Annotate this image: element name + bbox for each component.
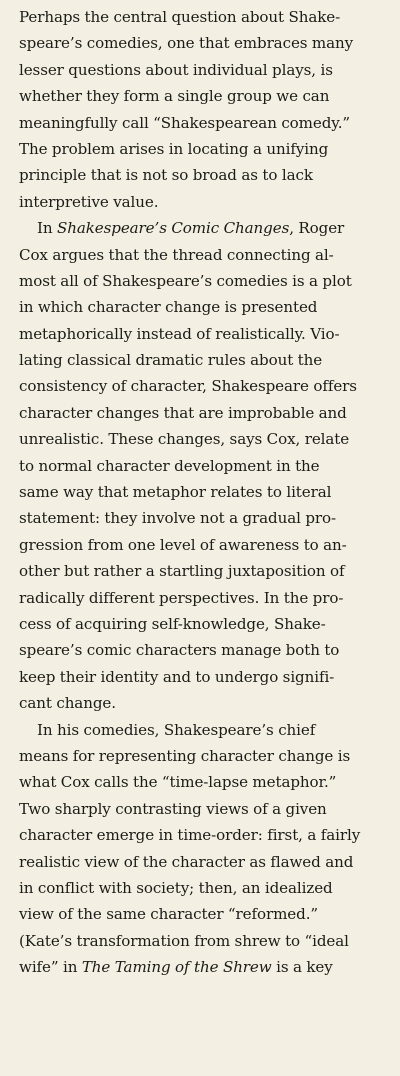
text-line: consistency of character, Shakespeare offers xyxy=(19,377,357,396)
text-line: cant change. xyxy=(19,694,116,713)
text-line: radically different perspectives. In the pro- xyxy=(19,588,344,607)
text-line: speare’s comedies, one that embraces many xyxy=(19,34,354,53)
text-line: gression from one level of awareness to an- xyxy=(19,535,347,554)
book-title: The Taming of the Shrew xyxy=(81,958,272,977)
text-line: what Cox calls the “time-lapse metaphor.” xyxy=(19,773,337,792)
text-line: principle that is not so broad as to lack xyxy=(19,166,313,185)
book-title: Shakespeare’s Comic Changes xyxy=(56,219,290,238)
text-line: character emerge in time-order: first, a fairly xyxy=(19,826,361,845)
text-line: lating classical dramatic rules about the xyxy=(19,351,323,370)
text-line: in conflict with society; then, an idealized xyxy=(19,878,333,897)
text-line: interpretive value. xyxy=(19,192,159,211)
text-fragment: is a key xyxy=(271,958,333,977)
text-line: to normal character development in the xyxy=(19,456,320,475)
text-line: Cox argues that the thread connecting al- xyxy=(19,245,334,264)
paragraph-1 xyxy=(19,4,400,215)
text-line: speare’s comic characters manage both to xyxy=(19,641,340,660)
text-line xyxy=(19,215,400,241)
text-line xyxy=(19,954,400,980)
text-line: view of the same character “reformed.” xyxy=(19,905,319,924)
text-line: cess of acquiring self-knowledge, Shake- xyxy=(19,614,326,633)
text-line: In his comedies, Shakespeare’s chief xyxy=(37,720,316,739)
text-line: whether they form a single group we can xyxy=(19,87,330,106)
text-line: lesser questions about individual plays, is xyxy=(19,60,333,79)
text-line: Perhaps the central question about Shake- xyxy=(19,8,341,26)
text-line: in which character change is presented xyxy=(19,298,318,317)
text-fragment: wife” in xyxy=(19,958,82,977)
text-line: keep their identity and to undergo signifi- xyxy=(19,667,335,686)
text-fragment: In xyxy=(37,219,57,238)
text-line: most all of Shakespeare’s comedies is a plot xyxy=(19,271,352,290)
text-line: metaphorically instead of realistically. Vio- xyxy=(19,324,340,343)
text-line: unrealistic. These changes, says Cox, relate xyxy=(19,430,350,449)
paragraph-2 xyxy=(19,215,400,716)
text-line: same way that metaphor relates to literal xyxy=(19,483,332,502)
text-line: character changes that are improbable and xyxy=(19,403,347,422)
text-line: (Kate’s transformation from shrew to “ideal xyxy=(19,931,349,950)
text-line: means for representing character change is xyxy=(19,746,351,765)
text-line: meaningfully call “Shakespearean comedy.” xyxy=(19,113,351,132)
text-line: The problem arises in locating a unifying xyxy=(19,139,329,158)
text-line: other but rather a startling juxtaposition of xyxy=(19,562,345,581)
text-line: statement: they involve not a gradual pro- xyxy=(19,509,337,528)
text-line: realistic view of the character as flawed and xyxy=(19,852,354,871)
text-line: Two sharply contrasting views of a given xyxy=(19,799,327,818)
paragraph-3 xyxy=(19,717,400,981)
text-fragment: , Roger xyxy=(289,219,345,238)
